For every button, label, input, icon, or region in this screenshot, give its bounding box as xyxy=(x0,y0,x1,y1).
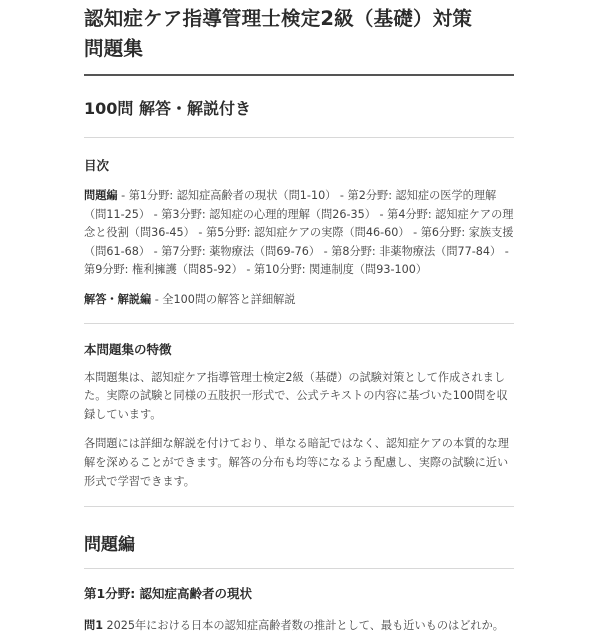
toc-divider xyxy=(84,323,514,324)
document-title xyxy=(84,0,514,64)
features-divider xyxy=(84,506,514,507)
features-paragraph-2: 各問題には詳細な解説を付けており、単なる暗記ではなく、認知症ケアの本質的な理解を深めることができます。解答の分布も均等になるよう配慮し、実際の試験に近い形式で学習できます。 xyxy=(84,437,509,488)
features-paragraph-1: 本問題集は、認知症ケア指導管理士検定2級（基礎）の試験対策として作成されました。実際の試験と同様の五肢択一形式で、公式テキストの内容に基づいた100問を収録しています。 xyxy=(84,370,508,421)
toc-problems-text: - 第1分野: 認知症高齢者の現状（問1-10） - 第2分野: 認知症の医学的理解（問11-25） - 第3分野: 認知症の心理的理解（問26-35） - 第4分野: 認知症ケアの理念と役割（問36-45） - 第5分野: 認知症ケアの実際（問46-60） - 第6分野: 家族支援（問61-68） - 第7分野: 薬物療法（問69-76） - 第8分野: 非薬物療法（問77-84） - 第9分野: 権利擁護（問85-92） - 第10分野: 関連制度（問93-100） xyxy=(84,189,514,277)
problems-section-divider xyxy=(84,568,514,569)
question-1 xyxy=(84,617,514,636)
document-subtitle: 100問 解答・解説付き xyxy=(84,99,251,118)
question-1-text: 2025年における日本の認知症高齢者数の推計として、最も近いものはどれか。 xyxy=(102,619,504,633)
toc-answers-label: 解答・解説編 xyxy=(84,292,152,306)
title-divider xyxy=(84,74,514,76)
document-title-line2: 問題集 xyxy=(84,37,144,60)
features-heading: 本問題集の特徴 xyxy=(84,341,172,357)
toc-answers-text: - 全100問の解答と詳細解説 xyxy=(151,292,296,306)
problems-section-heading: 問題編 xyxy=(84,535,135,556)
document-title-line1: 認知症ケア指導管理士検定2級（基礎）対策 xyxy=(84,7,473,30)
question-1-label: 問1 xyxy=(84,619,103,633)
document-body xyxy=(84,0,514,636)
toc-problems-entry xyxy=(84,187,514,280)
subtitle-divider xyxy=(84,137,514,138)
field1-heading: 第1分野: 認知症高齢者の現状 xyxy=(84,586,253,602)
toc-heading: 目次 xyxy=(84,158,110,173)
toc-answers-entry xyxy=(84,291,514,310)
toc-problems-label: 問題編 xyxy=(84,189,118,202)
